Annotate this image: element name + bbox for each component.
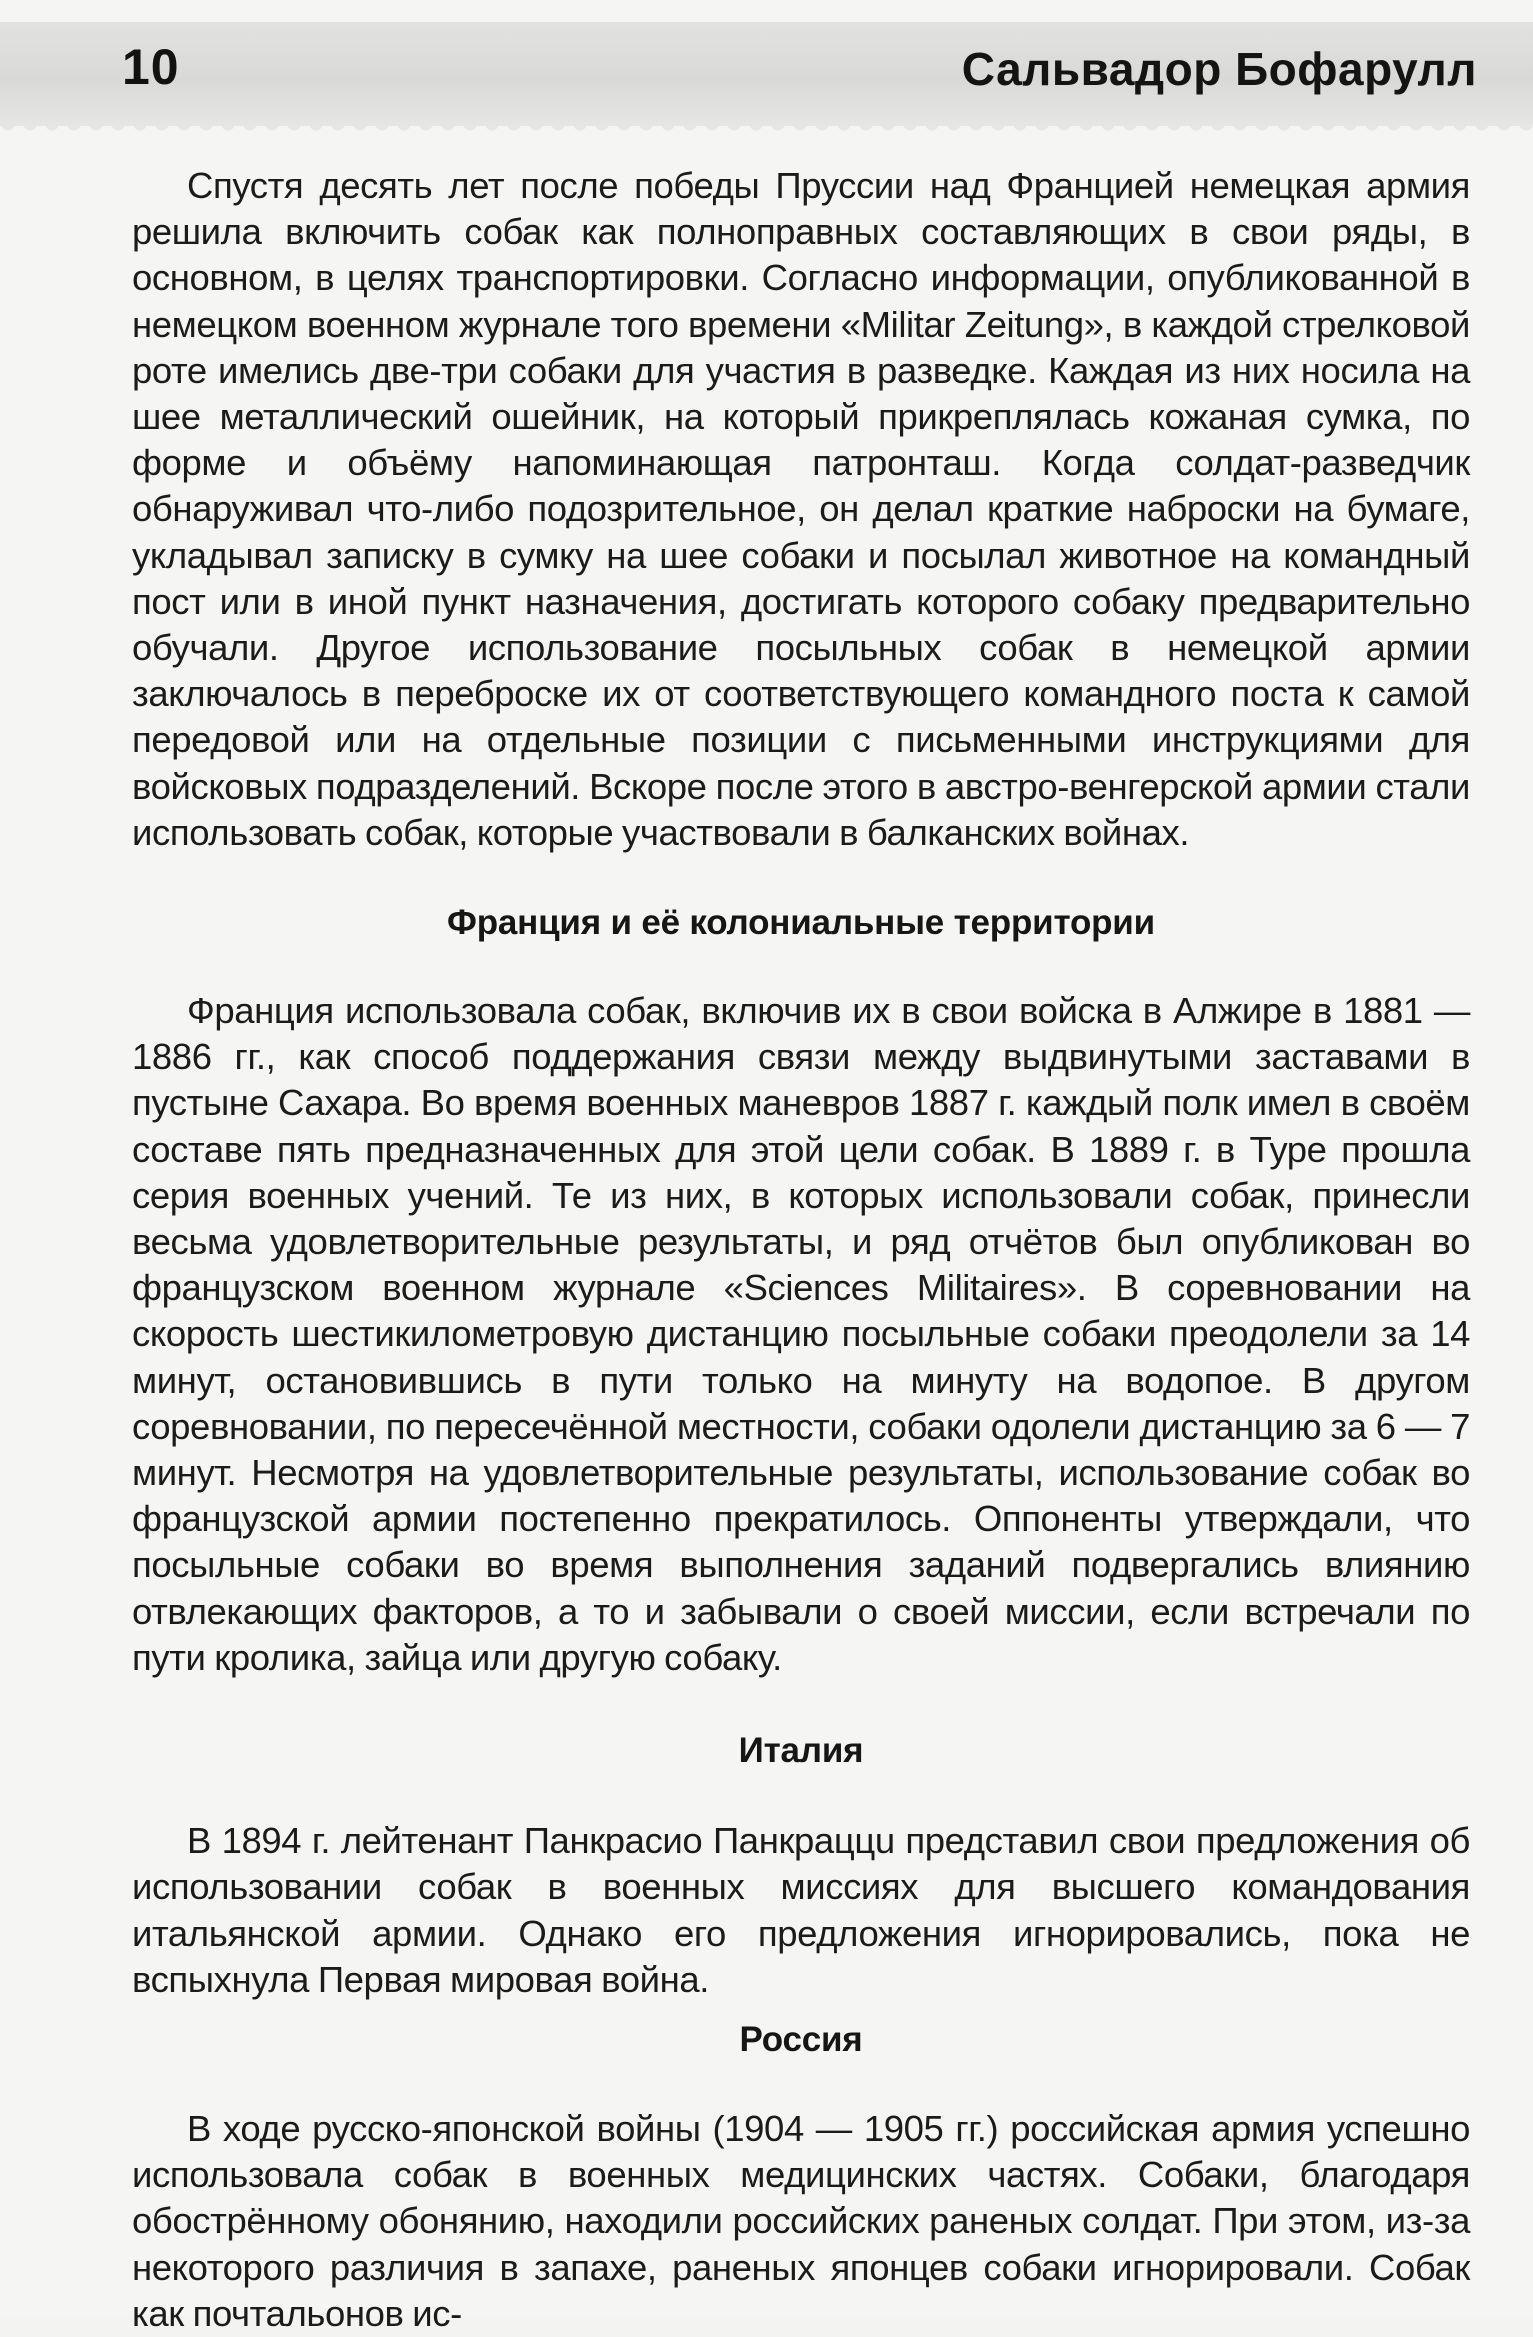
page-body [132,163,1470,2337]
section-heading-italy: Италия [738,1731,864,1771]
paragraph-russia-dogs: В ходе русско-японской войны (1904 — 1905 гг.) российская армия успешно использовала собак в военных медицинских частях. Собаки, благодаря обострённому обонянию, находили российских раненых солдат. При этом, из-за некоторого различия в запахе, раненых японцев собаки игнорировали. Собак как почтальонов ис- [132,2107,1470,2334]
section-heading-france: Франция и её колониальные территории [447,903,1155,943]
running-head-author: Сальвадор Бофарулл [961,43,1477,95]
section-heading-russia: Россия [739,2019,863,2059]
page-number: 10 [122,39,180,95]
paragraph-prussia-dogs: Спустя десять лет после победы Пруссии над Францией немецкая армия решила включить собак как полноправных составляющих в свои ряды, в основном, в целях транспортировки. Согласно информации, опубликованной в немецком военном журнале того времени «Militar Zeitung», в каждой стрелковой роте имелись две-три собаки для участия в разведке. Каждая из них носила на шее металлический ошейник, на который прикреплялась кожаная сумка, по форме и объёму напоминающая патронташ. Когда солдат-разведчик обнаруживал что-либо подозрительное, он делал краткие наброски на бумаге, укладывал записку в сумку на шее собаки и посылал животное на командный пост или в иной пункт назначения, достигать которого собаку предварительно обучали. Другое использование посыльных собак в немецкой армии заключалось в переброске их от соответствующего командного поста к самой передовой или на отдельные позиции с письменными инструкциями для войсковых подразделений. Вскоре после этого в австро-венгерской армии стали использовать собак, которые участвовали в балканских войнах. [132,165,1470,853]
paragraph-france-dogs: Франция использовала собак, включив их в свои войска в Алжире в 1881 — 1886 гг., как способ поддержания связи между выдвинутыми заставами в пустыне Сахара. Во время военных маневров 1887 г. каждый полк имел в своём составе пять предназначенных для этой цели собак. В 1889 г. в Туре прошла серия военных учений. Те из них, в которых использовали собак, принесли весьма удовлетворительные результаты, и ряд отчётов был опубликован во французском военном журнале «Sciences Militaires». В соревновании на скорость шестикилометровую дистанцию посыльные собаки преодолели за 14 минут, остановившись в пути только на минуту на водопое. В другом соревновании, по пересечённой местности, собаки одолели дистанцию за 6 — 7 минут. Несмотря на удовлетворительные результаты, использование собак во французской армии постепенно прекратилось. Оппоненты утверждали, что посыльные собаки во время выполнения заданий подвергались влиянию отвлекающих факторов, а то и забывали о своей миссии, если встречали по пути кролика, зайца или другую собаку. [132,990,1470,1678]
paragraph-italy-dogs: В 1894 г. лейтенант Панкрасио Панкраццu представил свои предложения об использовании собак в военных миссиях для высшего командования итальянской армии. Однако его предложения игнорировались, пока не вспыхнула Первая мировая война. [132,1820,1470,2000]
